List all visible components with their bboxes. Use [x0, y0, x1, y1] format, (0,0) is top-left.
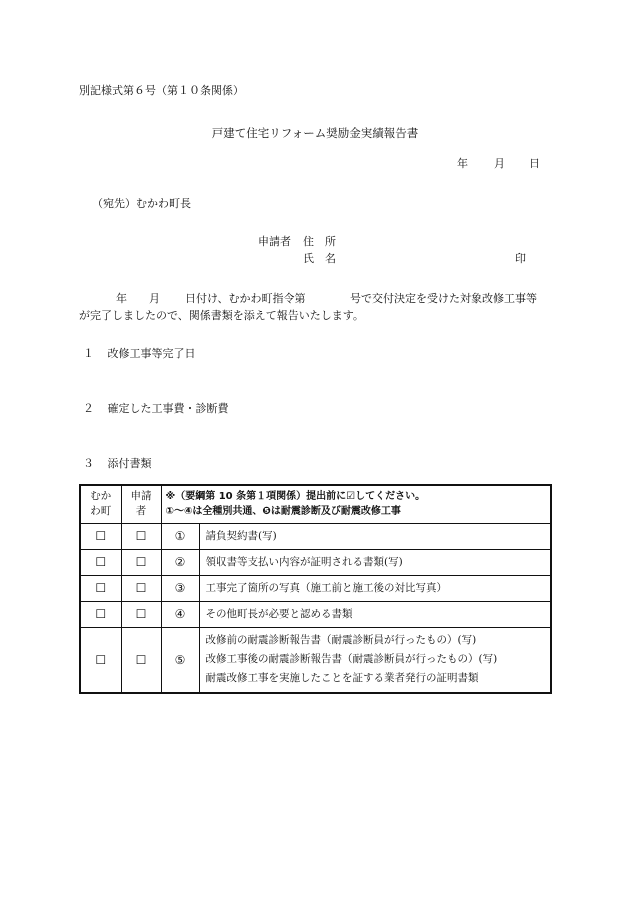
- row-number: ③: [161, 575, 199, 601]
- town-checkbox[interactable]: ☐: [80, 601, 121, 627]
- town-checkbox[interactable]: ☐: [80, 575, 121, 601]
- seal-mark: 印: [515, 252, 526, 265]
- document-title: 戸建て住宅リフォーム奨励金実績報告書: [211, 126, 419, 140]
- date-month-label: 月: [494, 157, 505, 170]
- table-row: [80, 523, 551, 549]
- row-description: [199, 627, 551, 693]
- attachments-table: [79, 484, 552, 694]
- date-year-label: 年: [457, 157, 468, 170]
- row-description: 請負契約書(写): [199, 523, 551, 549]
- row-number: ④: [161, 601, 199, 627]
- town-checkbox[interactable]: ☐: [80, 627, 121, 693]
- body-year: 年: [116, 292, 127, 305]
- name-label: 氏 名: [303, 252, 336, 265]
- applicant-checkbox[interactable]: ☐: [121, 627, 161, 693]
- table-row: [80, 549, 551, 575]
- table-row: [80, 627, 551, 693]
- date-day-label: 日: [529, 157, 540, 170]
- header-town: [80, 485, 121, 523]
- section-label: 改修工事等完了日: [107, 347, 196, 360]
- row-description: その他町長が必要と認める書類: [199, 601, 551, 627]
- form-number: 別記様式第６号（第１０条関係）: [79, 84, 244, 97]
- header-note: [161, 485, 551, 523]
- table-row: [80, 601, 551, 627]
- description-line: 改修前の耐震診断報告書（耐震診断員が行ったもの）(写): [205, 634, 477, 647]
- addressee: （宛先）むかわ町長: [92, 197, 191, 210]
- note-line2: ①～④は全種別共通、❺は耐震診断及び耐震改修工事: [165, 506, 401, 518]
- section-number: ２: [83, 402, 94, 415]
- town-checkbox[interactable]: ☐: [80, 523, 121, 549]
- description-line: 耐震改修工事を実施したことを証する業者発行の証明書類: [205, 672, 479, 685]
- applicant-checkbox[interactable]: ☐: [121, 549, 161, 575]
- table-header-row: [80, 485, 551, 523]
- address-label: 住 所: [303, 235, 336, 248]
- body-day-text: 日付け、むかわ町指令第: [185, 292, 306, 305]
- table-row: [80, 575, 551, 601]
- body-number-text: 号で交付決定を受けた対象改修工事等: [350, 292, 537, 305]
- section-number: １: [83, 347, 94, 360]
- description-line: 改修工事後の耐震診断報告書（耐震診断員が行ったもの）(写): [205, 653, 498, 666]
- applicant-checkbox[interactable]: ☐: [121, 575, 161, 601]
- note-line1: ※（要綱第 10 条第１項関係）提出前に☑してください。: [165, 491, 426, 503]
- section-number: ３: [83, 457, 94, 470]
- section-1: [83, 345, 196, 361]
- town-checkbox[interactable]: ☐: [80, 549, 121, 575]
- row-description: 領収書等支払い内容が証明される書類(写): [199, 549, 551, 575]
- section-3: [83, 455, 152, 471]
- header-town-line2: わ町: [90, 505, 112, 518]
- applicant-checkbox[interactable]: ☐: [121, 523, 161, 549]
- applicant-checkbox[interactable]: ☐: [121, 601, 161, 627]
- row-number: ②: [161, 549, 199, 575]
- header-applicant-line2: 者: [135, 505, 147, 518]
- header-applicant: [121, 485, 161, 523]
- section-2: [83, 400, 229, 416]
- body-month: 月: [149, 292, 160, 305]
- header-applicant-line1: 申請: [130, 490, 152, 503]
- row-number: ①: [161, 523, 199, 549]
- section-label: 添付書類: [107, 457, 152, 470]
- row-description: 工事完了箇所の写真（施工前と施工後の対比写真）: [199, 575, 551, 601]
- row-number: ⑤: [161, 627, 199, 693]
- body-line2: が完了しましたので、関係書類を添えて報告いたします。: [79, 309, 364, 322]
- header-town-line1: むか: [90, 490, 112, 503]
- applicant-label: 申請者: [258, 235, 291, 248]
- section-label: 確定した工事費・診断費: [107, 402, 229, 415]
